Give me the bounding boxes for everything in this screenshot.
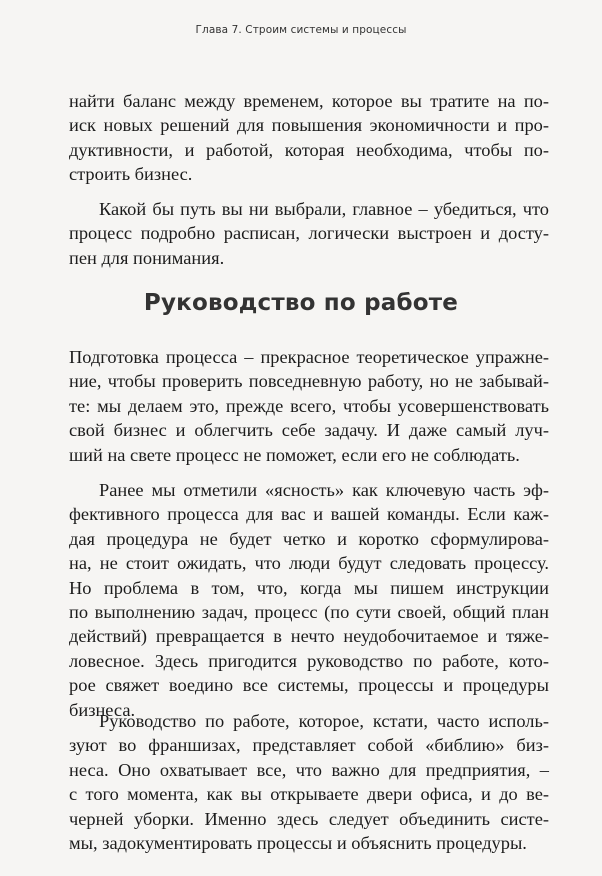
text-line: действий) превращается в нечто неудобочитаемое и тяже- bbox=[69, 626, 549, 647]
text-line: неса. Оно охватывает все, что важно для предприятия, – bbox=[69, 759, 549, 780]
text-line: свой бизнес и облегчить себе задачу. И даже самый луч- bbox=[69, 420, 549, 441]
text-line: мы, задокументировать процессы и объяснить процедуры. bbox=[69, 833, 527, 854]
paragraph bbox=[69, 709, 549, 855]
text-line: Подготовка процесса – прекрасное теоретическое упражне- bbox=[69, 347, 549, 367]
text-line: те: мы делаем это, прежде всего, чтобы усовершенствовать bbox=[69, 395, 549, 416]
section-heading: Руководство по работе bbox=[143, 290, 459, 316]
text-line: процесс подробно расписан, логически выстроен и досту- bbox=[69, 223, 549, 244]
paragraph bbox=[69, 197, 549, 270]
text-line: ние, чтобы проверить повседневную работу, но не забывай- bbox=[69, 371, 549, 392]
text-line: с того момента, как вы открываете двери офиса, и до ве- bbox=[69, 784, 549, 805]
text-line: Какой бы путь вы ни выбрали, главное – убедиться, что bbox=[99, 199, 549, 219]
text-line: Ранее мы отметили «ясность» как ключевую часть эф- bbox=[99, 480, 549, 500]
text-line: ловесное. Здесь пригодится руководство по работе, кото- bbox=[69, 650, 549, 671]
text-line: черней уборки. Именно здесь следует объединить систе- bbox=[69, 808, 549, 829]
text-line: Но проблема в том, что, когда мы пишем инструкции bbox=[69, 577, 549, 598]
text-line: рое свяжет воедино все системы, процессы и процедуры bbox=[69, 675, 549, 696]
text-line: бизнеса. bbox=[69, 699, 136, 720]
text-line: по выполнению задач, процесс (по сути своей, общий план bbox=[69, 602, 549, 623]
text-line: дуктивности, и работой, которая необходима, чтобы по- bbox=[69, 139, 549, 160]
text-line: фективного процесса для вас и вашей команды. Если каж- bbox=[69, 504, 549, 525]
paragraph-continuation bbox=[69, 89, 549, 187]
text-line: ший на свете процесс не поможет, если его не соблюдать. bbox=[69, 444, 520, 465]
text-line: на, не стоит ожидать, что люди будут следовать процессу. bbox=[69, 553, 549, 574]
text-line: Руководство по работе, которое, кстати, часто исполь- bbox=[99, 711, 549, 731]
paragraph bbox=[69, 345, 549, 467]
text-line: иск новых решений для повышения экономичности и про- bbox=[69, 115, 549, 136]
text-line: строить бизнес. bbox=[69, 164, 193, 185]
text-line: дая процедура не будет четко и коротко сформулирова- bbox=[69, 528, 549, 549]
text-line: найти баланс между временем, которое вы тратите на по- bbox=[69, 91, 549, 111]
running-header: Глава 7. Строим системы и процессы bbox=[195, 24, 407, 36]
text-line: пен для понимания. bbox=[69, 247, 225, 268]
text-line: зуют во франшизах, представляет собой «библию» биз- bbox=[69, 735, 549, 756]
paragraph bbox=[69, 478, 549, 722]
